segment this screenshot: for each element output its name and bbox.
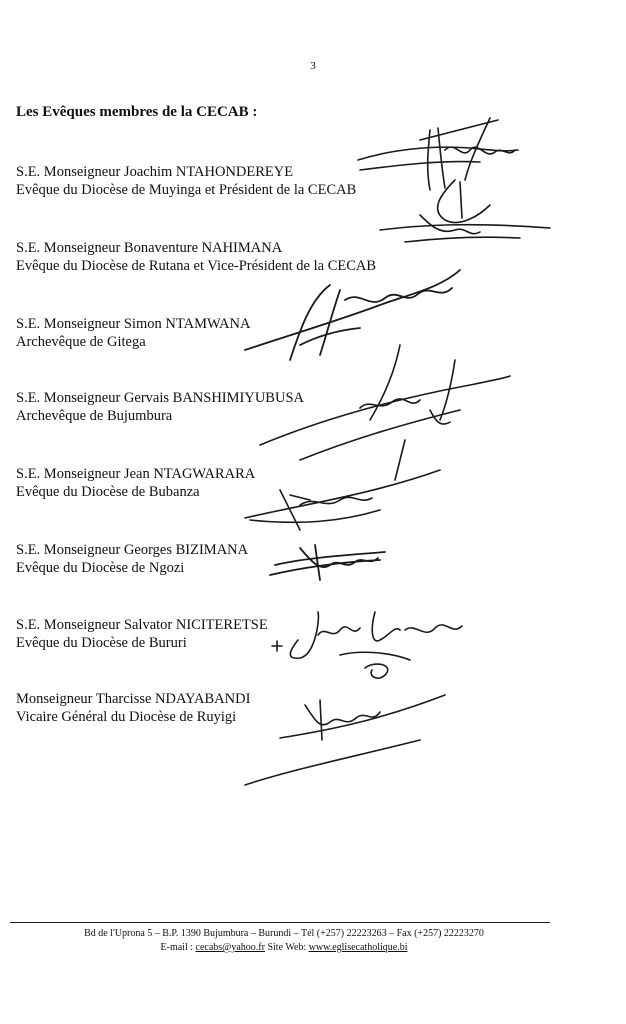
website-link[interactable]: www.eglisecatholique.bi (308, 942, 408, 953)
signatory-title: Evêque du Diocèse de Ngozi (16, 560, 185, 576)
signature-5 (245, 470, 440, 530)
page-number: 3 (310, 60, 316, 72)
footer-divider (10, 922, 550, 923)
signatory-block (16, 541, 248, 577)
signatories-heading: Les Evêques membres de la CECAB : (16, 104, 258, 120)
signatory-title: Archevêque de Gitega (16, 334, 146, 350)
signatory-block (16, 239, 376, 275)
signatory-title: Evêque du Diocèse de Rutana et Vice-Président de la CECAB (16, 258, 377, 274)
email-label: E-mail : (160, 942, 196, 953)
signatory-title: Evêque du Diocèse de Muyinga et Président de la CECAB (16, 182, 357, 198)
signatory-name: S.E. Monseigneur Georges BIZIMANA (16, 542, 249, 558)
signature-3 (245, 270, 460, 360)
signatory-title: Archevêque de Bujumbura (16, 408, 173, 424)
signature-2 (380, 180, 550, 242)
signatory-block (16, 389, 304, 425)
email-link[interactable]: cecabs@yahoo.fr (195, 942, 265, 953)
signatory-name: Monseigneur Tharcisse NDAYABANDI (16, 691, 251, 707)
signatory-name: S.E. Monseigneur Joachim NTAHONDEREYE (16, 164, 294, 180)
signatory-block (16, 690, 250, 726)
footer-contact (0, 942, 568, 953)
signature-6 (270, 545, 385, 580)
signatory-title: Evêque du Diocèse de Bubanza (16, 484, 200, 500)
signatory-name: S.E. Monseigneur Jean NTAGWARARA (16, 466, 256, 482)
signatory-name: S.E. Monseigneur Salvator NICITERETSE (16, 617, 268, 633)
signatory-name: S.E. Monseigneur Bonaventure NAHIMANA (16, 240, 283, 256)
signatory-title: Vicaire Général du Diocèse de Ruyigi (16, 709, 237, 725)
signatory-block (16, 315, 250, 351)
site-label: Site Web: (264, 942, 309, 953)
signatory-block (16, 163, 356, 199)
signatory-block (16, 465, 255, 501)
signatory-title: Evêque du Diocèse de Bururi (16, 635, 187, 651)
signatory-block (16, 616, 268, 652)
signature-8 (245, 695, 445, 785)
signatory-name: S.E. Monseigneur Simon NTAMWANA (16, 316, 251, 332)
signatory-name: S.E. Monseigneur Gervais BANSHIMIYUBUSA (16, 390, 304, 406)
signature-7 (272, 612, 462, 678)
footer-address: Bd de l'Uprona 5 – B.P. 1390 Bujumbura – Burundi – Tél (+257) 22223263 – Fax (+257) 22223270 (84, 928, 484, 939)
signature-1 (358, 118, 518, 190)
